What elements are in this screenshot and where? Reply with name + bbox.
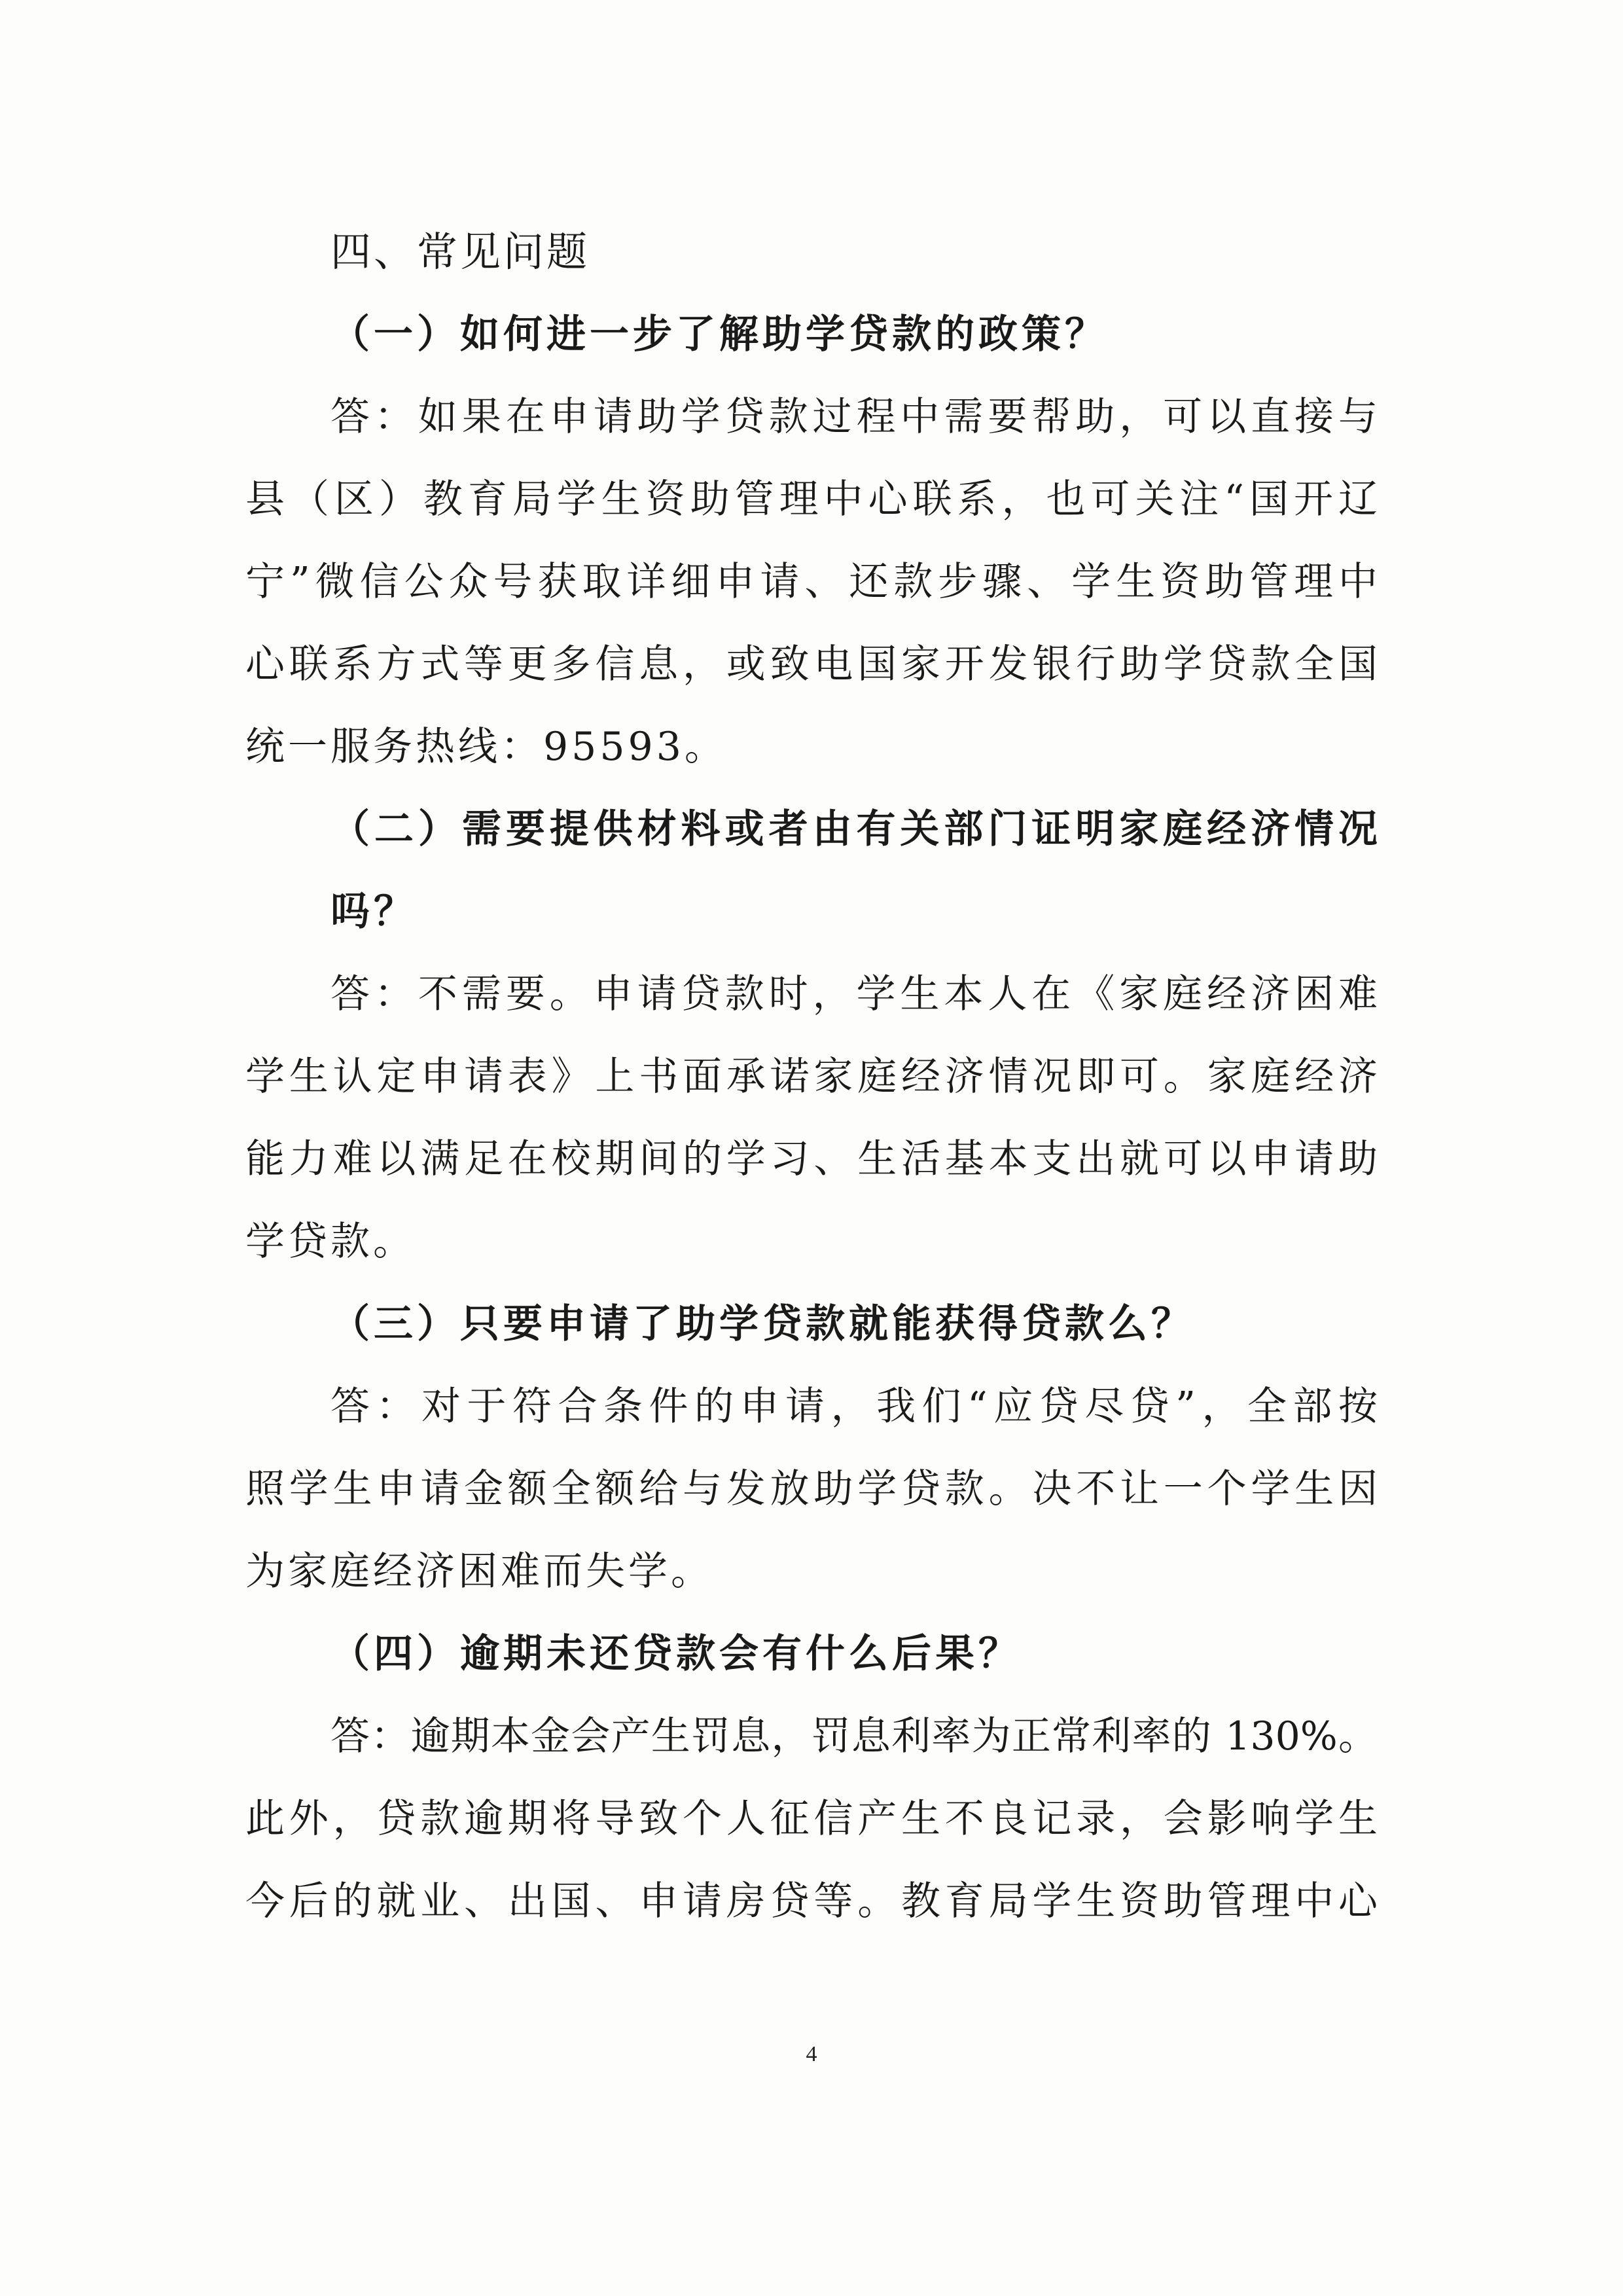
answer-line: 答：不需要。申请贷款时，学生本人在《家庭经济困难	[330, 971, 1378, 1017]
answer-line: 学生认定申请表》上书面承诺家庭经济情况即可。家庭经济	[245, 1054, 1378, 1100]
answer-line: 学贷款。	[245, 1219, 416, 1265]
answer-line: 此外，贷款逾期将导致个人征信产生不良记录，会影响学生	[245, 1796, 1378, 1842]
answer-line: 答：逾期本金会产生罚息，罚息利率为正常利率的 130%。	[330, 1713, 1378, 1759]
answer-line: 能力难以满足在校期间的学习、生活基本支出就可以申请助	[245, 1136, 1378, 1182]
page-number: 4	[806, 2042, 817, 2066]
section-title: 四、常见问题	[330, 228, 590, 276]
question-heading: 吗？	[330, 889, 417, 935]
question-heading: （三）只要申请了助学贷款就能获得贷款么？	[330, 1301, 1194, 1347]
answer-line: 县（区）教育局学生资助管理中心联系，也可关注“国开辽	[245, 476, 1378, 522]
question-heading: （二）需要提供材料或者由有关部门证明家庭经济情况	[330, 806, 1378, 852]
answer-line: 答：对于符合条件的申请，我们“应贷尽贷”，全部按	[330, 1384, 1378, 1429]
answer-line: 统一服务热线：95593。	[245, 724, 727, 770]
text-lines	[245, 293, 1378, 1943]
question-heading: （一）如何进一步了解助学贷款的政策？	[330, 312, 1108, 357]
answer-line: 今后的就业、出国、申请房贷等。教育局学生资助管理中心	[245, 1878, 1378, 1924]
answer-line: 答：如果在申请助学贷款过程中需要帮助，可以直接与	[330, 394, 1378, 440]
answer-line: 心联系方式等更多信息，或致电国家开发银行助学贷款全国	[245, 641, 1378, 687]
answer-line: 为家庭经济困难而失学。	[245, 1549, 713, 1594]
answer-line: 宁”微信公众号获取详细申请、还款步骤、学生资助管理中	[245, 559, 1378, 605]
answer-line: 照学生申请金额全额给与发放助学贷款。决不让一个学生因	[245, 1466, 1378, 1512]
question-heading: （四）逾期未还贷款会有什么后果？	[330, 1631, 1022, 1677]
document-body	[245, 211, 1378, 1943]
